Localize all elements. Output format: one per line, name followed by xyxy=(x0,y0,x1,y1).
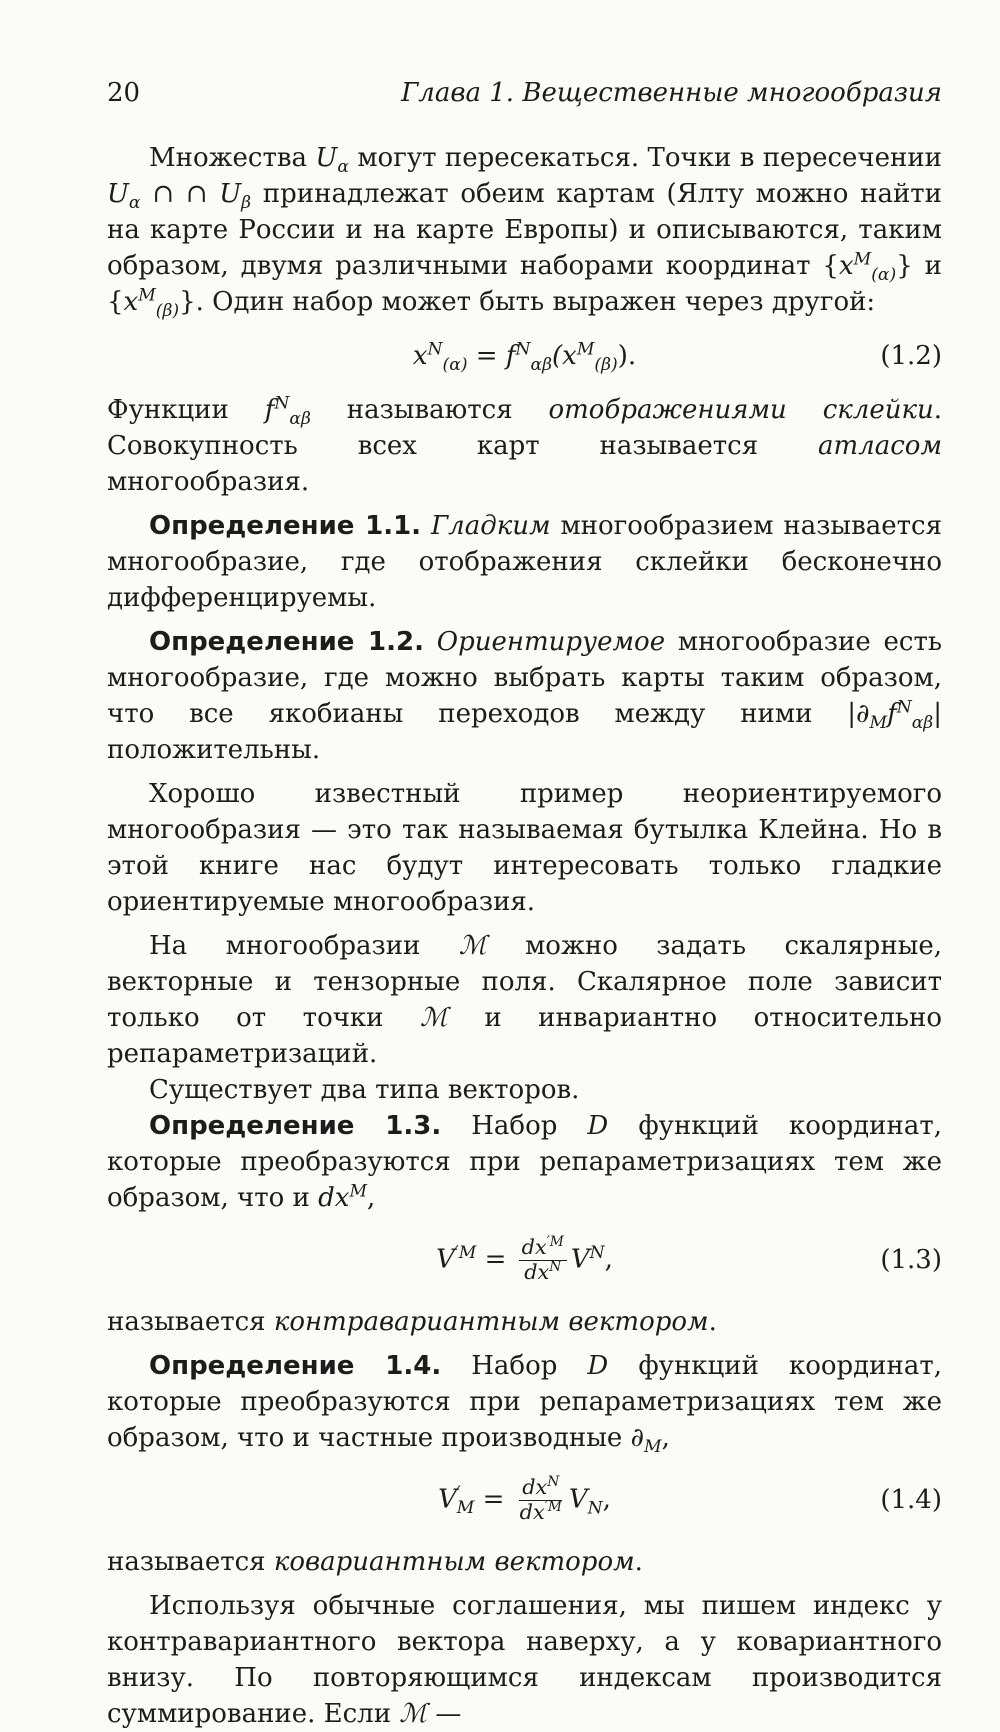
definition-1-3: Определение 1.3. Набор D функций координат, которые преобразуются при репараметризациях тем же образом, что и $dx^M$, xyxy=(107,1111,942,1213)
paragraph-klein-bottle: Хорошо известный пример неориентируемого многообразия — это так называемая бутылка Клейна. Но в этой книге нас будут интересовать только гладкие ориентируемые многообразия. xyxy=(107,779,942,917)
paragraph-conventions: Используя обычные соглашения, мы пишем индекс у контравариантного вектора наверху, а у ковариантного внизу. По повторяющимся индексам производится суммирование. Если ℳ — xyxy=(107,1591,942,1729)
equation-1-4: $V'_M$ = $\frac{dx^N}{dx^{'M}}$ $V_N$, (1.4) xyxy=(438,1473,942,1524)
paragraph-contravariant: называется контравариантным вектором. xyxy=(107,1307,717,1337)
definition-1-1: Определение 1.1. Гладким многообразием называется многообразие, где отображения склейки бесконечно дифференцируемы. xyxy=(107,511,942,613)
paragraph-charts-intersection: Множества $U_\alpha$ могут пересекаться. Точки в пересечении $U_\alpha$ ∩ ∩ $U_\beta$ принадлежат обеим картам (Ялту можно найти на карте России и на карте Европы) и описываются, таким образом, двумя различными наборами координат $\{x^M_{(\alpha)}\}$ и $\{x^M_{(\beta)}\}$. Один набор может быть выражен через другой: xyxy=(107,143,943,322)
page-header xyxy=(107,78,942,108)
page-body xyxy=(107,140,942,1732)
paragraph-fields: На многообразии ℳ можно задать скалярные, векторные и тензорные поля. Скалярное поле зависит только от точки ℳ и инвариантно относительно репараметризаций. xyxy=(107,931,942,1069)
equation-number: (1.4) xyxy=(880,1485,942,1515)
page-number: 20 xyxy=(107,78,141,108)
paragraph-covariant: называется ковариантным вектором. xyxy=(107,1547,643,1577)
running-title: Глава 1. Вещественные многообразия xyxy=(401,78,942,108)
equation-number: (1.2) xyxy=(880,341,942,371)
equation-number: (1.3) xyxy=(880,1245,942,1275)
equation-1-2: $x^N_{(\alpha)} = f^N_{\alpha\beta}(x^M_{(\beta)})$. (1.2) xyxy=(412,339,942,376)
definition-1-2: Определение 1.2. Ориентируемое многообразие есть многообразие, где можно выбрать карты таким образом, что все якобианы переходов между ними $|\partial_Mf^N_{\alpha\beta}|$ положительны. xyxy=(107,627,942,765)
paragraph-transition-maps: Функции $f^N_{\alpha\beta}$ называются отображениями склейки. Совокупность всех карт называется атласом многообразия. xyxy=(107,393,943,497)
definition-1-4: Определение 1.4. Набор D функций координат, которые преобразуются при репараметризациях тем же образом, что и частные производные $\partial_M$, xyxy=(107,1351,942,1458)
paragraph-vector-types: Существует два типа векторов. xyxy=(149,1075,580,1105)
equation-1-3: $V^{'M}$ = $\frac{dx^{'M}}{dx^N}$ $V^N$, (1.3) xyxy=(436,1233,942,1284)
